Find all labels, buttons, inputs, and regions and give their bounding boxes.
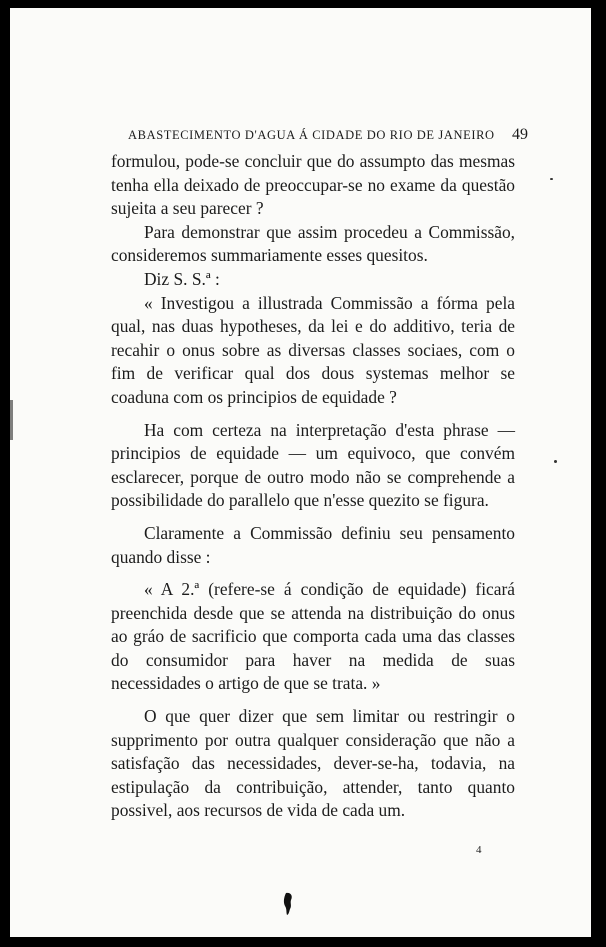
ink-blot <box>283 892 293 916</box>
left-margin-smudge <box>10 400 13 440</box>
paragraph: O que quer dizer que sem limitar ou restringir o supprimento por outra qualquer consideração que não a satisfação das necessidades, dever-se-ha, todavia, na estipulação da contribuição, attender, tanto quanto possivel, aos recursos de vida de cada um. <box>111 706 515 821</box>
book-page <box>10 8 591 937</box>
paragraph: Diz S. S.ª : <box>144 268 220 289</box>
quoted-paragraph: « A 2.ª (refere-se á condição de equidade) ficará preenchida desde que se attenda na distribuição do onus ao gráo de sacrificio que comporta cada uma das classes do consumidor para haver na medida de suas necessidades o artigo de que se trata. » <box>111 579 515 694</box>
speck-mark <box>550 178 553 180</box>
signature-mark: 4 <box>476 844 482 856</box>
speck-mark <box>554 460 557 463</box>
body-text <box>111 150 515 823</box>
page-number: 49 <box>512 126 528 143</box>
paragraph: Para demonstrar que assim procedeu a Commissão, consideremos summariamente esses quesitos. <box>111 221 515 266</box>
running-header <box>128 126 528 144</box>
paragraph: Ha com certeza na interpretação d'esta phrase — principios de equidade — um equivoco, que convém esclarecer, porque de outro modo não se comprehende a possibilidade do parallelo que n'esse quezito se figura. <box>111 419 515 511</box>
paragraph: formulou, pode-se concluir que do assumpto das mesmas tenha ella deixado de preoccupar-se no exame da questão sujeita a seu parecer ? <box>111 151 515 219</box>
running-title: ABASTECIMENTO D'AGUA Á CIDADE DO RIO DE JANEIRO <box>128 128 495 142</box>
quoted-paragraph: « Investigou a illustrada Commissão a fórma pela qual, nas duas hypotheses, da lei e do additivo, teria de recahir o onus sobre as diversas classes sociaes, com o fim de verificar qual dos dous systemas melhor se coaduna com os principios de equidade ? <box>111 292 515 407</box>
paragraph: Claramente a Commissão definiu seu pensamento quando disse : <box>111 522 515 567</box>
